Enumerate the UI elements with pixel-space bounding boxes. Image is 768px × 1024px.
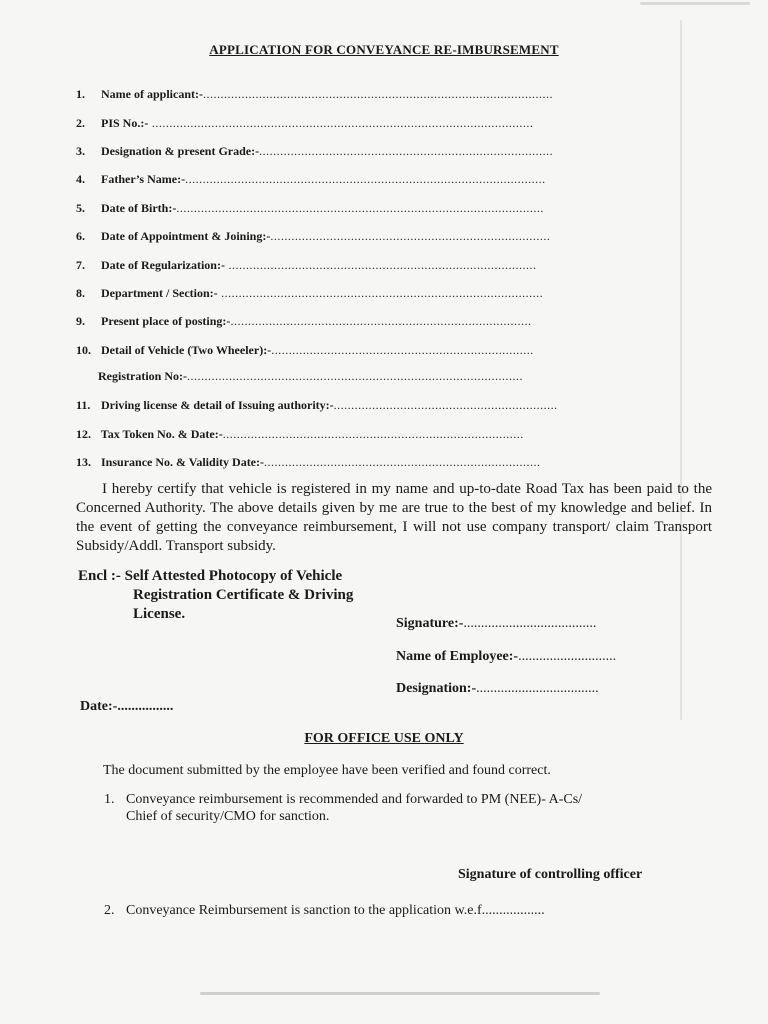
field-dots: ...................................................................................... bbox=[230, 314, 532, 328]
field-number: 7. bbox=[76, 258, 85, 272]
field-insurance-no[interactable] bbox=[76, 455, 716, 470]
office-item-1-line-2: Chief of security/CMO for sanction. bbox=[126, 809, 330, 824]
field-dots: ........................................................................... bbox=[271, 343, 534, 357]
field-fathers-name[interactable] bbox=[76, 172, 716, 187]
employee-name-label: Name of Employee:- bbox=[396, 649, 519, 664]
field-date-of-regularization[interactable] bbox=[76, 258, 716, 273]
field-label: Tax Token No. & Date:- bbox=[100, 427, 223, 441]
field-dots: ............................................................................................................. bbox=[148, 116, 534, 130]
field-dots: ....................................................................................................... bbox=[185, 172, 546, 186]
field-date-of-appointment[interactable] bbox=[76, 229, 716, 244]
field-number: 2. bbox=[76, 116, 85, 130]
field-driving-license[interactable] bbox=[76, 398, 716, 413]
designation-dots: ................................... bbox=[476, 681, 599, 696]
office-item-number: 2. bbox=[104, 903, 115, 918]
field-dots: ................................................................................................ bbox=[186, 369, 523, 383]
office-item-1-line-1: Conveyance reimbursement is recommended and forwarded to PM (NEE)- A-Cs/ bbox=[126, 792, 583, 807]
field-pis-no[interactable] bbox=[76, 116, 716, 131]
field-designation-grade[interactable] bbox=[76, 144, 716, 159]
field-label: Date of Birth:- bbox=[101, 201, 177, 215]
form-title: APPLICATION FOR CONVEYANCE RE-IMBURSEMENT bbox=[209, 42, 559, 57]
field-label: Date of Regularization:- bbox=[101, 258, 225, 272]
field-number: 5. bbox=[76, 201, 85, 215]
signature-label: Signature:- bbox=[396, 616, 464, 631]
field-dots: ...................................................................................... bbox=[222, 427, 524, 441]
employee-name-dots: ............................ bbox=[518, 649, 617, 664]
employee-name-field[interactable] bbox=[396, 649, 616, 665]
designation-field[interactable] bbox=[396, 681, 599, 697]
field-dots: ............................................................................... bbox=[264, 455, 541, 469]
enclosure-line-1: Encl :- Self Attested Photocopy of Vehicle bbox=[78, 568, 343, 584]
field-number: 1. bbox=[76, 87, 85, 101]
office-item-1 bbox=[104, 791, 724, 825]
field-number: 13. bbox=[76, 455, 91, 469]
enclosure-line-3: License. bbox=[133, 606, 186, 622]
field-dots: ................................................................ bbox=[333, 398, 558, 412]
field-label: Registration No:- bbox=[98, 369, 187, 383]
field-place-of-posting[interactable] bbox=[76, 314, 716, 329]
office-item-2-text: Conveyance Reimbursement is sanction to the application w.e.f.................. bbox=[126, 903, 545, 918]
scan-mark-top bbox=[640, 2, 750, 5]
field-number: 9. bbox=[76, 314, 85, 328]
office-item-number: 1. bbox=[104, 792, 115, 807]
field-label: Detail of Vehicle (Two Wheeler):- bbox=[101, 343, 272, 357]
declaration-paragraph: I hereby certify that vehicle is registered in my name and up-to-date Road Tax has been paid to the Concerned Authority. The above details given by me are true to the best of my knowledge and belief. In the event of getting the conveyance reimbursement, I will not use company transport/ claim Transport Subsidy/Addl. Transport subsidy. bbox=[76, 481, 712, 554]
field-tax-token[interactable] bbox=[76, 427, 716, 442]
field-number: 11. bbox=[76, 398, 91, 412]
office-item-2 bbox=[104, 902, 724, 919]
enclosure-line-2: Registration Certificate & Driving bbox=[133, 587, 354, 603]
field-label: Father’s Name:- bbox=[101, 172, 186, 186]
field-dots: ......................................................................................................... bbox=[176, 201, 544, 215]
field-number: 6. bbox=[76, 229, 85, 243]
enclosure-note bbox=[78, 567, 353, 624]
field-date-of-birth[interactable] bbox=[76, 201, 716, 216]
field-vehicle-detail[interactable] bbox=[76, 343, 716, 358]
field-dots: ............................................................................................ bbox=[217, 286, 544, 300]
field-label: PIS No.:- bbox=[101, 116, 149, 130]
designation-label: Designation:- bbox=[396, 681, 477, 696]
field-label: Present place of posting:- bbox=[101, 314, 231, 328]
field-dots: .................................................................................... bbox=[259, 144, 554, 158]
field-dots: ................................................................................ bbox=[270, 229, 551, 243]
field-number: 10. bbox=[76, 343, 91, 357]
verification-statement: The document submitted by the employee have been verified and found correct. bbox=[103, 763, 551, 778]
office-use-heading: FOR OFFICE USE ONLY bbox=[304, 731, 464, 746]
signature-dots: ...................................... bbox=[463, 616, 597, 631]
field-number: 3. bbox=[76, 144, 85, 158]
field-number: 4. bbox=[76, 172, 85, 186]
field-label: Date of Appointment & Joining:- bbox=[101, 229, 271, 243]
field-label: Insurance No. & Validity Date:- bbox=[101, 455, 265, 469]
signature-field[interactable] bbox=[396, 616, 596, 632]
field-label: Driving license & detail of Issuing authority:- bbox=[101, 398, 334, 412]
field-label: Department / Section:- bbox=[101, 286, 218, 300]
field-name-of-applicant[interactable] bbox=[76, 87, 716, 102]
controlling-officer-signature: Signature of controlling officer bbox=[458, 867, 643, 882]
field-number: 8. bbox=[76, 286, 85, 300]
date-dots: ................ bbox=[117, 699, 174, 714]
field-dots: ........................................................................................ bbox=[224, 258, 537, 272]
date-label: Date:- bbox=[80, 699, 118, 714]
field-label: Name of applicant:- bbox=[101, 87, 203, 101]
field-label: Designation & present Grade:- bbox=[101, 144, 260, 158]
field-registration-no[interactable] bbox=[98, 369, 716, 384]
field-dots: .................................................................................................... bbox=[203, 87, 553, 101]
scan-mark-bottom bbox=[200, 992, 600, 995]
field-number: 12. bbox=[76, 427, 91, 441]
field-department-section[interactable] bbox=[76, 286, 716, 301]
date-field[interactable] bbox=[80, 699, 173, 715]
